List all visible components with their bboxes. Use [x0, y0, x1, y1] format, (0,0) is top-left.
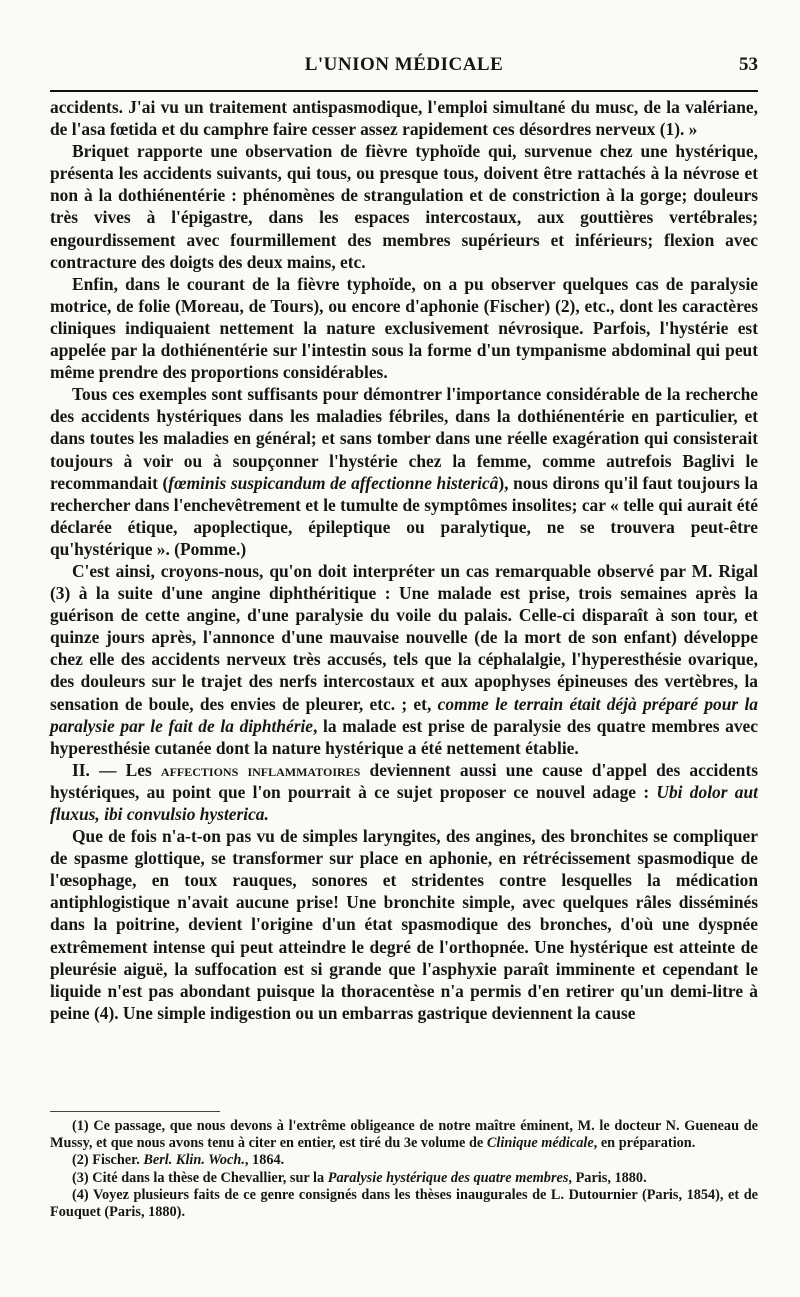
latin-quote: fœminis suspicandum de affectionne histericâ: [168, 472, 499, 493]
footnote-3-text-a: (3) Cité dans la thèse de Chevallier, sur la: [72, 1169, 328, 1186]
footnote-4: (4) Voyez plusieurs faits de ce genre consignés dans les thèses inaugurales de L. Dutournier (Paris, 1854), et de Fouquet (Paris, 1880).: [50, 1186, 758, 1221]
paragraph-4-text-b: ), nous dirons qu'il faut toujours la rechercher dans l'enchevêtrement et le tumulte de symptômes insolites; car « telle qui aurait été déclarée étique, apoplectique, épileptique ou paralytique, ne se trouvera peut-être qu'hystérique ». (Pomme.): [50, 472, 758, 559]
footnote-2-text-a: (2) Fischer.: [72, 1152, 144, 1169]
footnote-1-title: Clinique médicale: [486, 1135, 594, 1152]
footnote-rule: [50, 1111, 220, 1112]
paragraph-1: accidents. J'ai vu un traitement antispasmodique, l'emploi simultané du musc, de la valériane, de l'asa fœtida et du camphre faire cesser assez rapidement ces désordres nerveux (1). »: [50, 97, 758, 140]
paragraph-2: Briquet rapporte une observation de fièvre typhoïde qui, survenue chez une hystérique, présenta les accidents suivants, qui tous, ou presque tous, doivent être rattachés à la névrose et non à la dothiénentérie : phénomènes de strangulation et de constriction à la gorge; douleurs très vives à l'épigastre, dans les espaces intercostaux, aux gouttières vertébrales; engourdissement avec fourmillement des membres supérieurs et inférieurs; flexion avec contracture des doigts des deux mains, etc.: [50, 141, 758, 272]
paragraph-5: [50, 560, 758, 759]
footnote-1-text-b: , en préparation.: [593, 1135, 696, 1152]
footnote-2: [50, 1152, 758, 1169]
paragraph-5-text-a: C'est ainsi, croyons-nous, qu'on doit interpréter un cas remarquable observé par M. Rigal (3) à la suite d'une angine diphthéritique : Une malade est prise, trois semaines après la guérison de cette angine, d'une paralysie du voile du palais. Celle-ci disparaît à son tour, et quinze jours après, l'annonce d'une mauvaise nouvelle (de la mort de son enfant) développe chez elle des accidents nerveux très accusés, tels que la céphalalgie, l'hyperesthésie ovarique, des douleurs sur le trajet des nerfs intercostaux et aux apophyses épineuses des vertèbres, la sensation de boule, des envies de pleurer, etc. ; et,: [50, 560, 758, 714]
footnote-2-text-b: , 1864.: [244, 1152, 285, 1169]
footnote-3-text-b: , Paris, 1880.: [568, 1169, 647, 1186]
footnotes: [50, 1118, 758, 1221]
paragraph-3: Enfin, dans le courant de la fièvre typhoïde, on a pu observer quelques cas de paralysie motrice, de folie (Moreau, de Tours), ou encore d'aphonie (Fischer) (2), etc., dont les caractères cliniques indiquaient nettement la nature exclusivement névrosique. Parfois, l'hystérie est appelée par la dothiénentérie sur l'intestin sous la forme d'un tympanisme abdominal qui peut même prendre des proportions considérables.: [50, 273, 758, 383]
footnote-3-title: Paralysie hystérique des quatre membres: [327, 1169, 569, 1186]
paragraph-7: Que de fois n'a-t-on pas vu de simples laryngites, des angines, des bronchites se compliquer de spasme glottique, se transformer sur place en aphonie, en rétrécissement spasmodique de l'œsophage, en toux rauques, sonores et stridentes contre lesquelles la médication antiphlogistique n'avait aucune prise! Une bronchite simple, avec quelques râles disséminés dans la poitrine, devient l'origine d'un état spasmodique des bronches, d'où une dyspnée extrêmement intense qui peut atteindre le degré de l'orthopnée. Une hystérique est atteinte de pleurésie aiguë, la suffocation est si grande que l'asphyxie paraît imminente et cependant le liquide n'est pas abondant puisque la thoracentèse n'a permis d'en retirer qu'un demi-litre à peine (4). Une simple indigestion ou un embarras gastrique deviennent la cause: [50, 826, 758, 1023]
paragraph-6-text-a: II. — Les: [72, 759, 161, 780]
section-keyword: affections inflammatoires: [160, 759, 361, 780]
main-text: [50, 96, 758, 1024]
footnote-1: [50, 1118, 758, 1152]
paragraph-5-emphasis: comme le terrain était déjà préparé pour la paralysie par le fait de la diphthérie: [50, 693, 758, 736]
adage: Ubi dolor aut fluxus, ibi convulsio hysterica.: [50, 781, 758, 824]
footnote-1-text-a: (1) Ce passage, que nous devons à l'extrême obligeance de notre maître éminent, M. le docteur N. Gueneau de Mussy, et que nous avons tenu à citer en entier, est tiré du 3e volume de: [50, 1118, 758, 1152]
page-number: 53: [739, 54, 758, 75]
footnote-3: [50, 1170, 758, 1187]
paragraph-6: [50, 759, 758, 825]
paragraph-5-text-b: , la malade est prise de paralysie des quatre membres avec hyperesthésie cutanée dont la nature hystérique a été nettement établie.: [50, 715, 758, 758]
paragraph-6-text-b: deviennent aussi une cause d'appel des accidents hystériques, au point que l'on pourrait à ce sujet proposer ce nouvel adage :: [50, 759, 759, 802]
running-title: L'UNION MÉDICALE: [304, 54, 504, 75]
paragraph-4-text-a: Tous ces exemples sont suffisants pour démontrer l'importance considérable de la recherche des accidents hystériques dans les maladies fébriles, dans la dothiénentérie en particulier, et dans toutes les maladies en général; et sans tomber dans une réelle exagération qui consisterait toujours à voir ou à soupçonner l'hystérie chez la femme, comme autrefois Baglivi le recommandait (: [50, 384, 758, 493]
page-header: [50, 52, 758, 82]
footnote-2-title: Berl. Klin. Woch.: [143, 1152, 245, 1169]
header-rule: [50, 90, 758, 92]
paragraph-4: [50, 383, 758, 560]
